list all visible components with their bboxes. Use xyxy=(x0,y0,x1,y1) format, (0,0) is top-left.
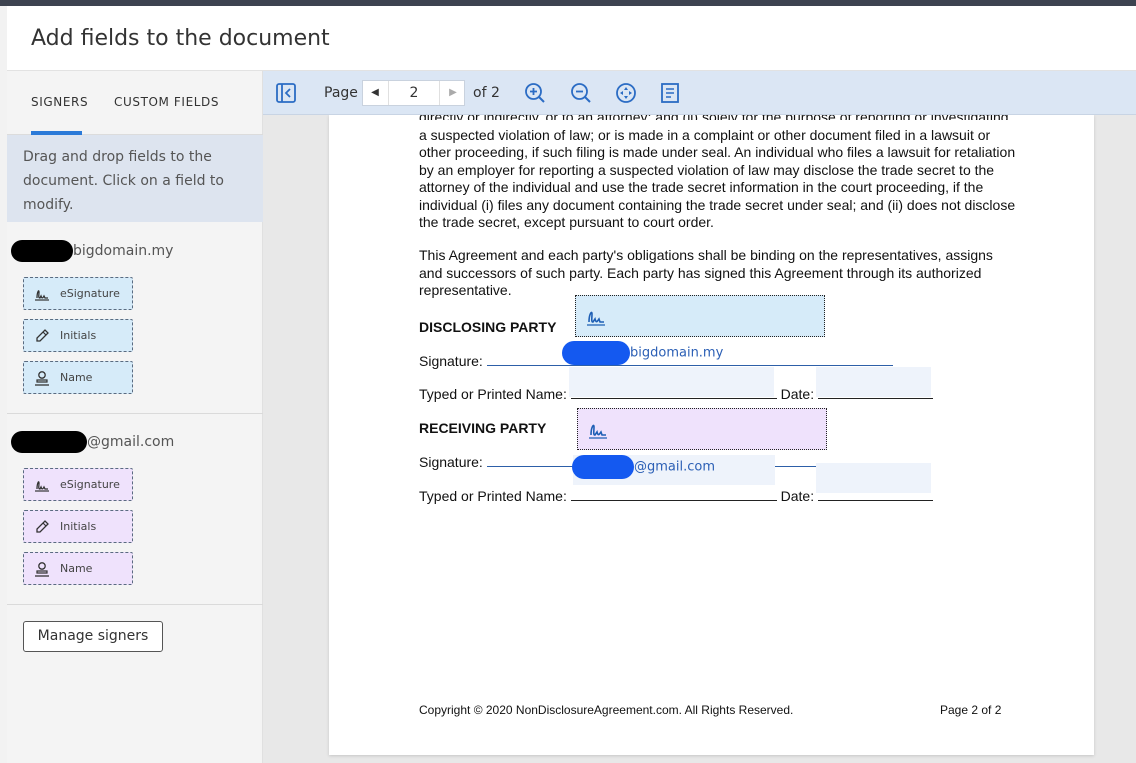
typed-name-label: Typed or Printed Name: xyxy=(419,488,567,504)
date-line xyxy=(818,489,933,501)
typed-name-row-1 xyxy=(419,386,933,402)
receiving-party-heading: RECEIVING PARTY xyxy=(419,420,547,436)
signature-label: Signature: xyxy=(419,353,483,369)
disclosing-party-heading: DISCLOSING PARTY xyxy=(419,319,557,335)
viewer-toolbar xyxy=(263,71,1136,115)
overlay-email-text: bigdomain.my xyxy=(630,345,724,361)
page-number-footer: Page 2 of 2 xyxy=(940,703,1002,717)
add-fields-modal xyxy=(7,6,1136,763)
modal-header xyxy=(7,6,1136,71)
tab-custom-fields[interactable]: CUSTOM FIELDS xyxy=(114,95,220,109)
pen-icon xyxy=(34,519,50,535)
document-body xyxy=(419,127,1019,316)
field-label: Initials xyxy=(60,329,97,342)
placed-esignature-field-signer1[interactable] xyxy=(575,295,825,337)
field-label: eSignature xyxy=(60,287,120,300)
typed-name-label: Typed or Printed Name: xyxy=(419,386,567,402)
signature-icon xyxy=(34,286,50,302)
person-icon xyxy=(34,370,50,386)
signature-label: Signature: xyxy=(419,454,483,470)
manage-signers-button[interactable]: Manage signers xyxy=(23,621,163,652)
date-label: Date: xyxy=(780,386,815,402)
redacted-name xyxy=(562,341,630,365)
placed-esignature-field-signer2[interactable] xyxy=(577,408,827,450)
tab-signers[interactable]: SIGNERS xyxy=(31,95,89,109)
copyright-footer: Copyright © 2020 NonDisclosureAgreement.com. All Rights Reserved. xyxy=(419,703,794,717)
sidebar-tabs xyxy=(7,71,263,135)
next-page-button[interactable]: ▶ xyxy=(449,87,457,98)
overlay-email-text: @gmail.com xyxy=(634,459,716,475)
page-number-input[interactable] xyxy=(388,81,440,105)
fit-page-icon[interactable] xyxy=(615,82,637,104)
initials-field-button[interactable] xyxy=(23,319,133,352)
signer-email-1 xyxy=(11,240,173,262)
modal-title: Add fields to the document xyxy=(31,26,330,51)
person-icon xyxy=(34,561,50,577)
background-app-strip xyxy=(0,6,7,763)
field-label: Name xyxy=(60,371,93,384)
date-label: Date: xyxy=(780,488,815,504)
document-page xyxy=(329,115,1094,755)
zoom-out-icon[interactable] xyxy=(570,82,592,104)
signer1-email-overlay xyxy=(562,341,723,365)
signer-email-suffix: @gmail.com xyxy=(87,434,175,450)
page-navigator xyxy=(362,80,465,106)
field-label: eSignature xyxy=(60,478,120,491)
esignature-field-button[interactable] xyxy=(23,468,133,501)
document-paragraph: a suspected violation of law; or is made in a complaint or other document filed in a lawsuit or other proceeding, if such filing is made under seal. An individual who files a lawsuit for retaliation by an employer for reporting a suspected violation of law may disclose the trade secret to the attorney of the individual and use the trade secret information in the court proceeding, if the individual (i) files any document containing the trade secret under seal; and (ii) does not disclose the trade secret, except pursuant to court order. xyxy=(419,127,1016,231)
document-icon[interactable] xyxy=(659,82,681,104)
pen-icon xyxy=(34,328,50,344)
signer2-email-overlay xyxy=(572,455,715,479)
signer-email-suffix: bigdomain.my xyxy=(73,243,174,259)
redacted-name xyxy=(11,240,73,262)
signature-icon xyxy=(34,477,50,493)
signature-icon xyxy=(586,308,606,326)
name-field-button[interactable] xyxy=(23,361,133,394)
signature-icon xyxy=(588,421,608,439)
signer-divider xyxy=(7,413,263,414)
signers-sidebar xyxy=(7,71,263,763)
previous-page-button[interactable]: ◀ xyxy=(371,87,379,98)
esignature-field-button[interactable] xyxy=(23,277,133,310)
typed-name-line xyxy=(571,489,777,501)
date-line xyxy=(818,387,933,399)
field-label: Initials xyxy=(60,520,97,533)
document-paragraph: This Agreement and each party's obligations shall be binding on the representatives, assigns and successors of such party. Each party has signed this Agreement through its authorized representative. xyxy=(419,247,993,299)
signer-divider xyxy=(7,604,263,605)
name-field-button[interactable] xyxy=(23,552,133,585)
signer-email-2 xyxy=(11,431,174,453)
typed-name-row-2 xyxy=(419,488,933,504)
document-viewer xyxy=(263,71,1136,763)
typed-name-line xyxy=(571,387,777,399)
initials-field-button[interactable] xyxy=(23,510,133,543)
redacted-name xyxy=(11,431,87,453)
sidebar-toggle-icon[interactable] xyxy=(275,82,297,104)
field-label: Name xyxy=(60,562,93,575)
page-count: of 2 xyxy=(473,85,500,101)
zoom-in-icon[interactable] xyxy=(524,82,546,104)
page-label: Page xyxy=(324,85,358,101)
redacted-name xyxy=(572,455,634,479)
drag-drop-hint: Drag and drop fields to the document. Click on a field to modify. xyxy=(7,135,263,222)
